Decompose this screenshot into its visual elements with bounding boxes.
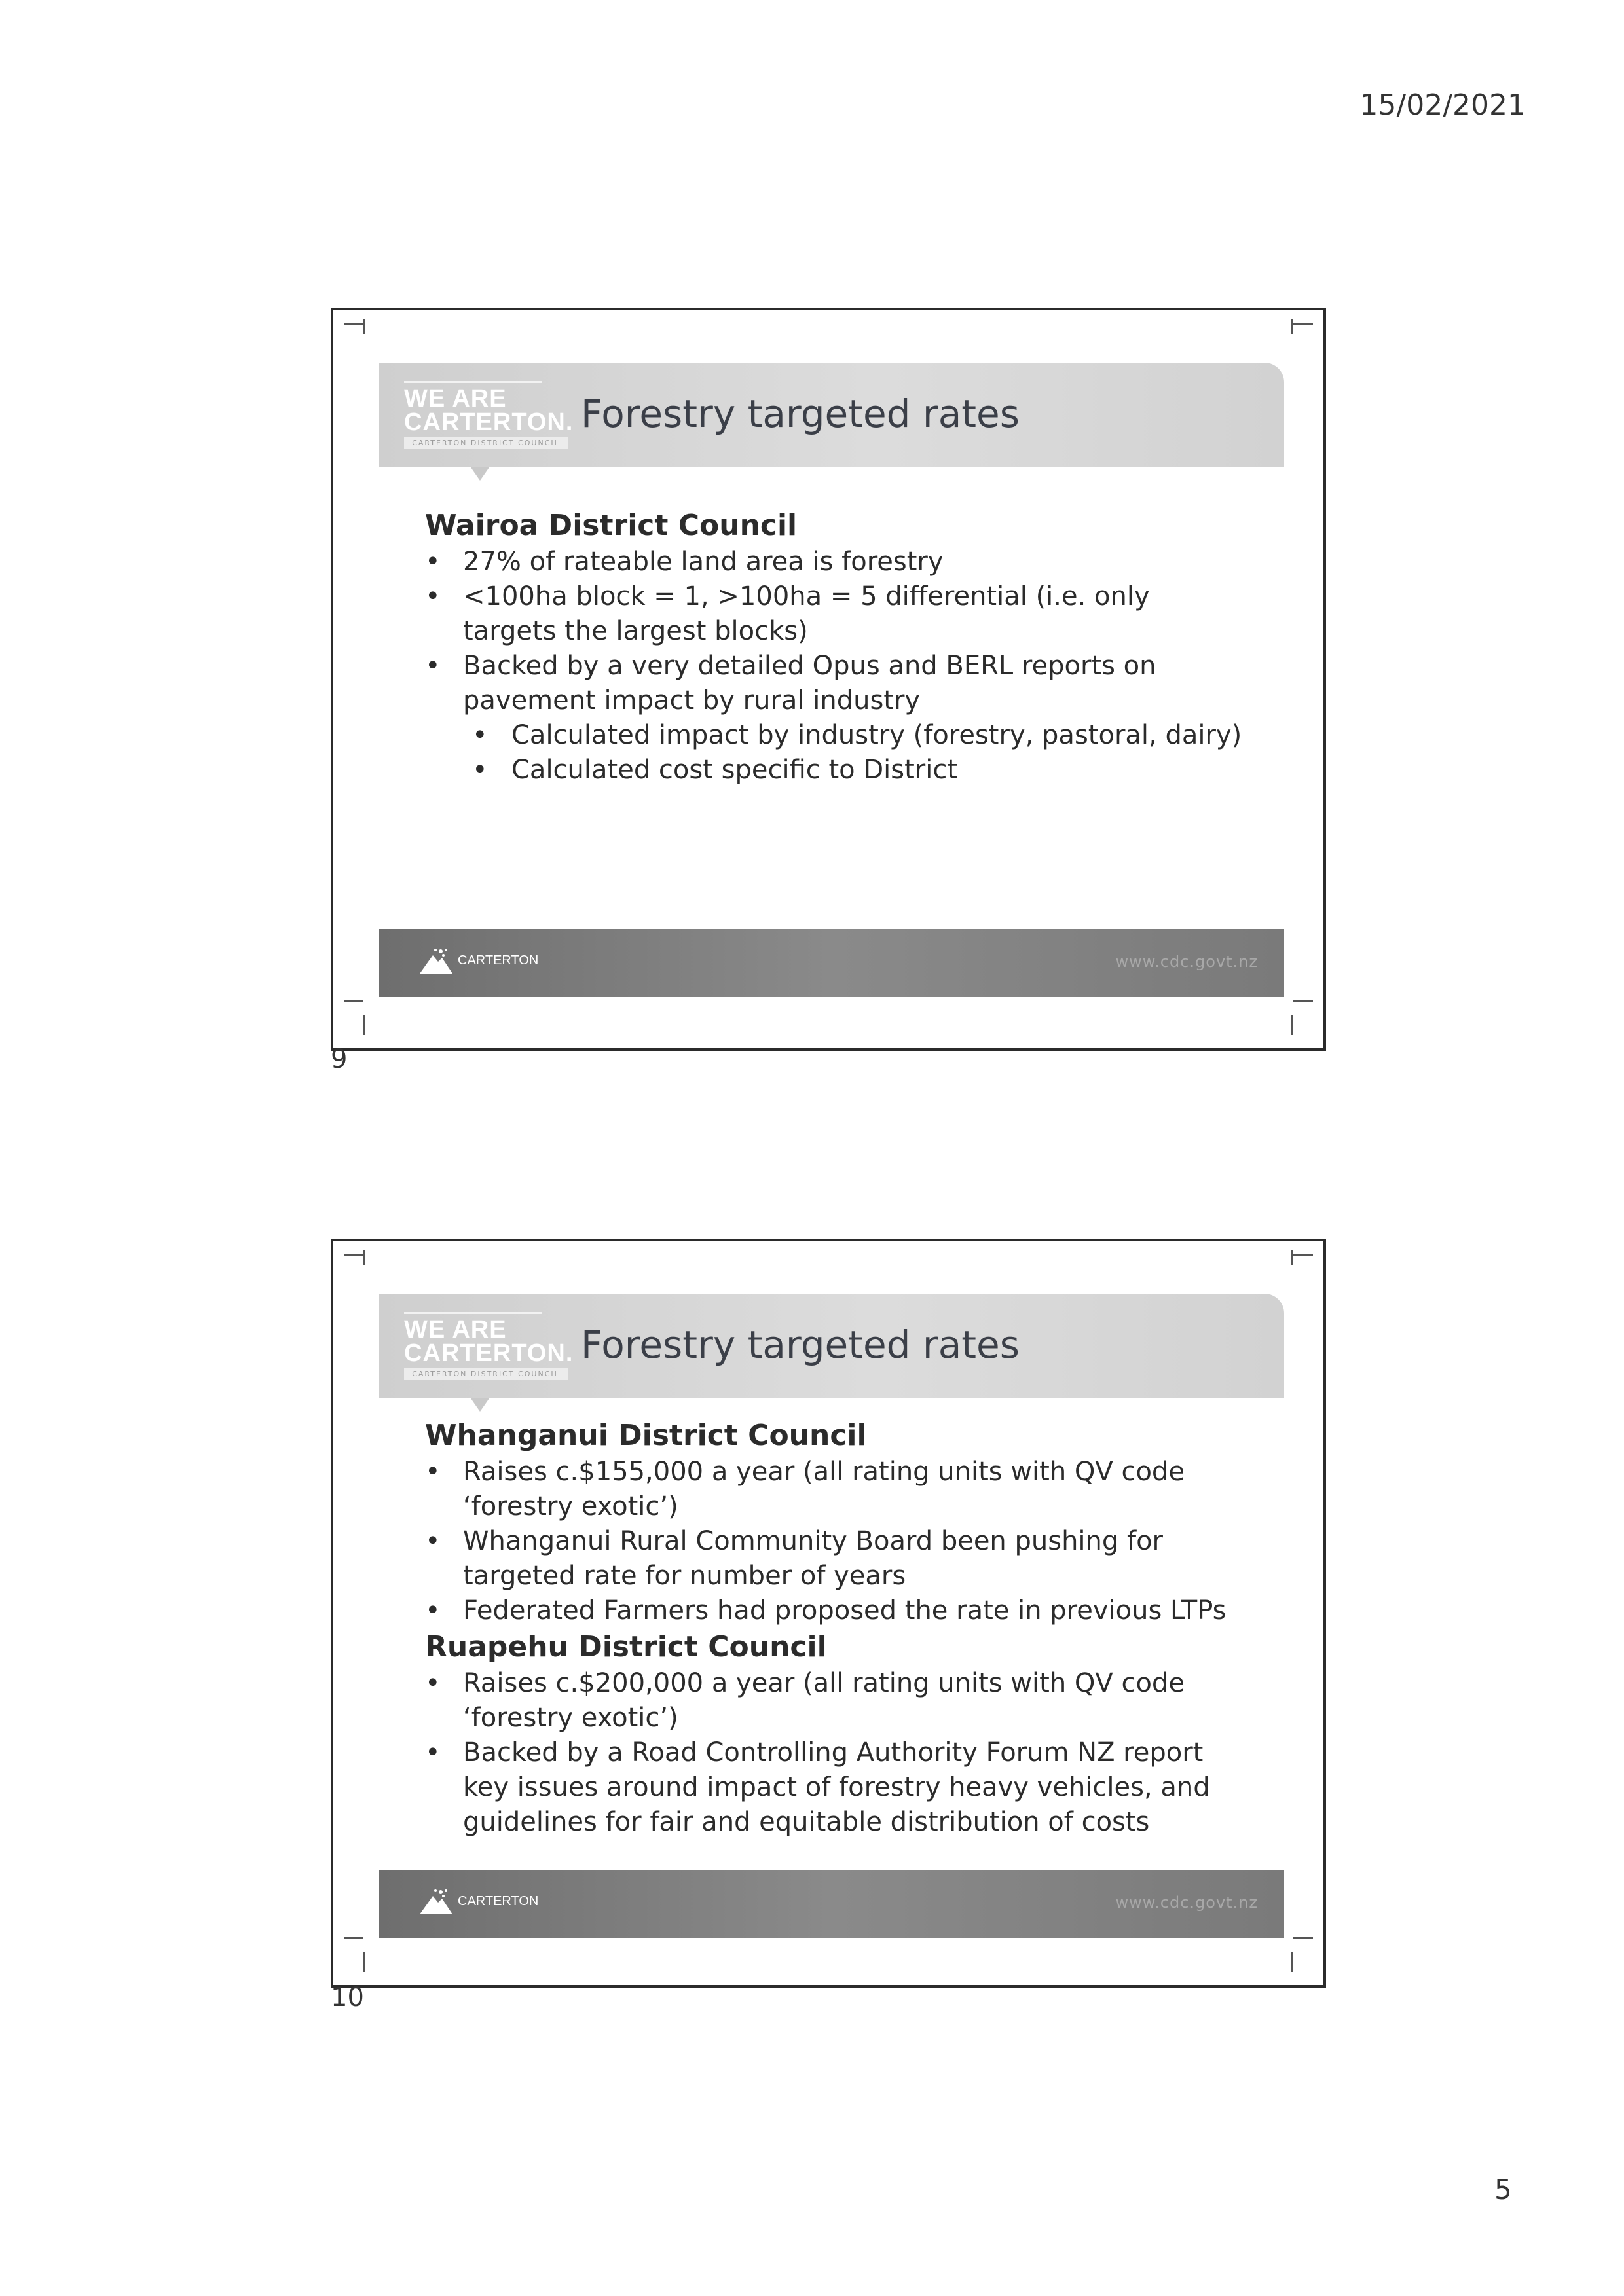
slide-footer [379, 929, 1284, 997]
crop-mark [1293, 1937, 1313, 1939]
bullet-item: • <100ha block = 1, >100ha = 5 differential (i.e. only targets the largest blocks) [425, 579, 1245, 649]
bullet-item: • Backed by a Road Controlling Authority Forum NZ report key issues around impact of forestry heavy vehicles, and guidelines for fair and equitable distribution of costs [425, 1736, 1245, 1840]
crop-mark [1291, 319, 1293, 334]
crop-mark [344, 1254, 363, 1256]
crop-mark [344, 323, 363, 325]
bullet-item: • Federated Farmers had proposed the rate in previous LTPs [425, 1594, 1245, 1628]
slide-footer [379, 1870, 1284, 1938]
carterton-mountain-icon [418, 946, 454, 975]
sub-bullet-item: • Calculated cost specific to District [425, 753, 1245, 788]
crop-mark [344, 1000, 363, 1002]
bullet-item: • 27% of rateable land area is forestry [425, 545, 1245, 579]
carterton-mountain-icon [418, 1887, 454, 1916]
slide-title: Forestry targeted rates [581, 392, 1020, 436]
crop-mark [363, 1250, 365, 1265]
sub-bullet-item: • Calculated impact by industry (forestry, pastoral, dairy) [425, 718, 1245, 753]
crop-mark [363, 1952, 365, 1972]
bullet-item: • Backed by a very detailed Opus and BERL reports on pavement impact by rural industry [425, 649, 1245, 718]
section-heading: Whanganui District Council [425, 1419, 867, 1452]
footer-url: www.cdc.govt.nz [1115, 953, 1258, 971]
page-number: 5 [1494, 2174, 1512, 2206]
slide-9 [331, 308, 1326, 1051]
crop-mark [1293, 1000, 1313, 1002]
slide-content [425, 507, 1245, 788]
crop-mark [1293, 323, 1313, 325]
section-heading: Wairoa District Council [425, 509, 798, 542]
slide-header [379, 363, 1284, 467]
crop-mark [1291, 1250, 1293, 1265]
we-are-carterton-logo: WE ARE CARTERTON. CARTERTON DISTRICT COUNCIL [404, 381, 576, 453]
section-heading: Ruapehu District Council [425, 1630, 827, 1664]
carterton-footer-logo: CARTERTON [418, 1887, 538, 1916]
crop-mark [1291, 1952, 1293, 1972]
carterton-footer-logo: CARTERTON [418, 946, 538, 975]
slide-number: 10 [331, 1982, 364, 2013]
crop-mark [1291, 1015, 1293, 1035]
crop-mark [1293, 1254, 1313, 1256]
bullet-item: • Raises c.$200,000 a year (all rating units with QV code ‘forestry exotic’) [425, 1666, 1245, 1736]
header-pointer [471, 1398, 489, 1412]
slide-10 [331, 1239, 1326, 1988]
crop-mark [363, 1015, 365, 1035]
slide-content [425, 1417, 1245, 1840]
header-pointer [471, 467, 489, 481]
crop-mark [363, 319, 365, 334]
crop-mark [344, 1937, 363, 1939]
we-are-carterton-logo: WE ARE CARTERTON. CARTERTON DISTRICT COUNCIL [404, 1312, 576, 1384]
footer-url: www.cdc.govt.nz [1115, 1893, 1258, 1912]
page-date: 15/02/2021 [1359, 88, 1526, 122]
slide-title: Forestry targeted rates [581, 1322, 1020, 1367]
slide-header [379, 1294, 1284, 1398]
bullet-item: • Raises c.$155,000 a year (all rating units with QV code ‘forestry exotic’) [425, 1455, 1245, 1524]
bullet-item: • Whanganui Rural Community Board been pushing for targeted rate for number of years [425, 1524, 1245, 1594]
slide-number: 9 [331, 1044, 348, 1074]
